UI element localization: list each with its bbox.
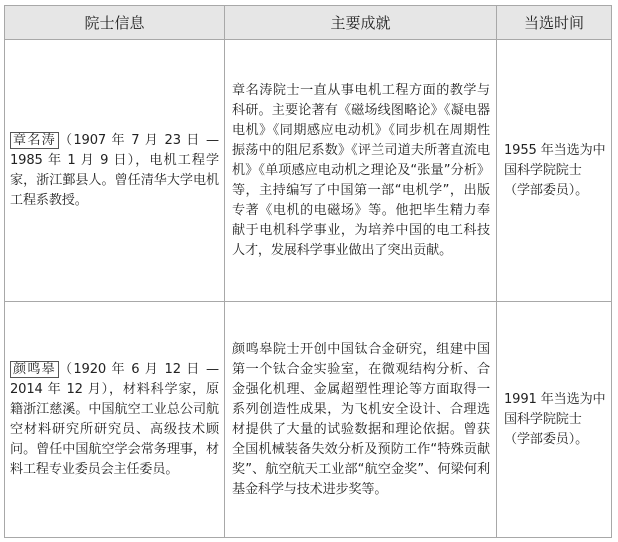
column-header-achievement: 主要成就 [225,6,497,40]
achievement-cell: 章名涛院士一直从事电机工程方面的教学与科研。主要论著有《磁场线图略论》《凝电器电机》《同期感应电动机》《同步机在周期性振荡中的阻尼系数》《评兰司道夫所著直流电机》《单项感应电动机之理论及“张量”分析》等，主持编写了中国第一部“电机学”，出版专著《电机的电磁场》等。他把毕生精力奉献于电机科学事业，为培养中国的电工科技人才，发展科学事业做出了突出贡献。 [225,40,497,302]
academician-name: 章名涛 [10,132,59,149]
column-header-elected: 当选时间 [497,6,612,40]
table-row [5,40,612,302]
info-cell [5,40,225,302]
achievement-cell: 颜鸣皋院士开创中国钛合金研究，组建中国第一个钛合金实验室，在微观结构分析、合金强化机理、金属超塑性理论等方面取得一系列创造性成果，为飞机安全设计、合理选材提供了大量的试验数据和理论依据。曾获全国机械装备失效分析及预防工作“特殊贡献奖”、航空航天工业部“航空金奖”、何梁何利基金科学与技术进步奖等。 [225,302,497,538]
header-row [5,6,612,40]
academician-bio: （1907 年 7 月 23 日 — 1985 年 1 月 9 日），电机工程学家，浙江鄞县人。曾任清华大学电机工程系教授。 [10,132,219,208]
column-header-info: 院士信息 [5,6,225,40]
academician-bio: （1920 年 6 月 12 日 — 2014 年 12 月），材料科学家，原籍浙江慈溪。中国航空工业总公司航空材料研究所研究员、高级技术顾问。曾任中国航空学会常务理事，材料工程专业委员会主任委员。 [10,361,219,477]
info-cell [5,302,225,538]
elected-cell: 1955 年当选为中国科学院院士（学部委员）。 [497,40,612,302]
table-row [5,302,612,538]
academician-name: 颜鸣皋 [10,361,59,378]
elected-cell: 1991 年当选为中国科学院院士（学部委员）。 [497,302,612,538]
academician-table [4,5,612,538]
